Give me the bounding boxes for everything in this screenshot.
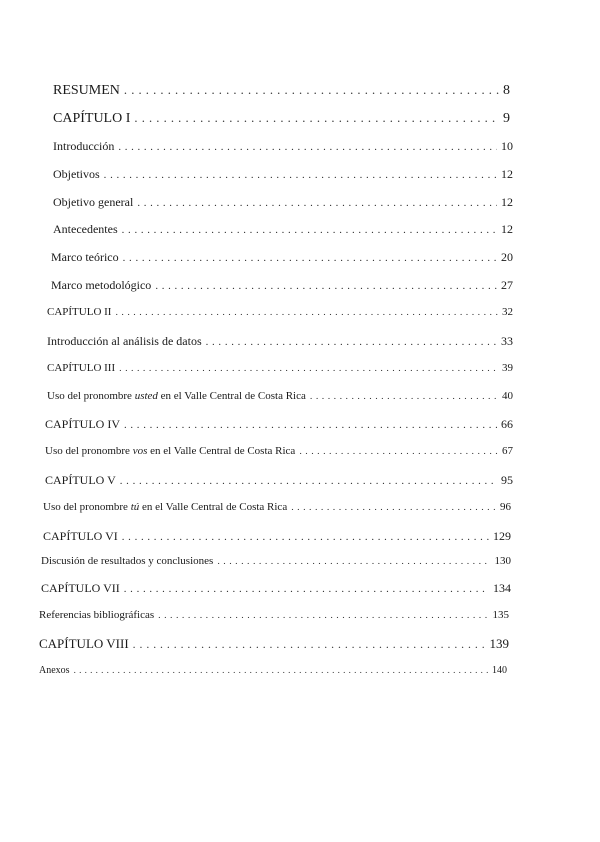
dot-leader — [122, 532, 489, 543]
pronoun-italic: tú — [130, 501, 140, 513]
toc-entry-page: 134 — [493, 581, 511, 595]
toc-entry-label: Uso del pronombre tú en el Valle Central de Costa Rica — [43, 501, 288, 513]
toc-entry-label: CAPÍTULO V — [45, 473, 116, 487]
dot-leader — [122, 225, 497, 236]
toc-entry-label: Referencias bibliográficas — [39, 609, 155, 621]
dot-leader — [74, 666, 488, 675]
toc-entry-label: Marco teórico — [51, 250, 119, 264]
dot-leader — [124, 420, 497, 431]
dot-leader — [137, 198, 497, 209]
toc-entry-label: Discusión de resultados y conclusiones — [41, 555, 214, 567]
toc-entry-page: 95 — [501, 473, 513, 487]
dot-leader — [120, 476, 497, 487]
toc-entry-label: Uso del pronombre vos en el Valle Central de Costa Rica — [45, 445, 296, 457]
toc-entry-label: CAPÍTULO III — [47, 362, 116, 374]
toc-entry-label: Uso del pronombre usted en el Valle Central de Costa Rica — [47, 390, 306, 402]
toc-entry-page: 66 — [501, 417, 513, 431]
dot-leader — [123, 253, 497, 264]
toc-entry-usted — [47, 391, 513, 402]
dot-leader — [124, 84, 499, 97]
dot-leader — [217, 557, 490, 567]
toc-entry-objetivo-general — [53, 196, 513, 209]
toc-entry-label: CAPÍTULO I — [53, 111, 131, 126]
toc-entry-capitulo-2 — [47, 307, 513, 318]
toc-entry-label: CAPÍTULO VIII — [39, 636, 129, 651]
toc-entry-page: 20 — [501, 250, 513, 264]
toc-entry-page: 32 — [502, 306, 513, 318]
toc-entry-capitulo-8 — [39, 637, 509, 651]
toc-entry-page: 12 — [501, 195, 513, 209]
toc-entry-page: 96 — [500, 501, 511, 513]
toc-entry-capitulo-7 — [41, 582, 511, 595]
dot-leader — [133, 639, 486, 651]
dot-leader — [119, 364, 498, 374]
pronoun-italic: usted — [134, 390, 158, 402]
toc-entry-page: 40 — [502, 390, 513, 402]
toc-entry-referencias — [39, 610, 509, 621]
toc-entry-introduccion-analisis — [47, 335, 513, 348]
toc-entry-label: Objetivos — [53, 167, 100, 181]
toc-entry-capitulo-6 — [43, 530, 511, 543]
toc-entry-label: CAPÍTULO IV — [45, 417, 120, 431]
dot-leader — [118, 142, 497, 153]
toc-entry-label: Anexos — [39, 665, 70, 676]
toc-entry-page: 130 — [494, 555, 511, 567]
dot-leader — [134, 112, 499, 125]
toc-entry-label: CAPÍTULO VI — [43, 529, 118, 543]
dot-leader — [206, 337, 497, 348]
toc-entry-label: Introducción — [53, 139, 115, 153]
toc-entry-label: Introducción al análisis de datos — [47, 334, 202, 348]
toc-entry-label: RESUMEN — [53, 83, 120, 98]
toc-entry-page: 27 — [501, 278, 513, 292]
dot-leader — [104, 170, 497, 181]
toc-entry-page: 129 — [493, 529, 511, 543]
toc-entry-page: 139 — [489, 636, 509, 651]
toc-entry-objetivos — [53, 168, 513, 181]
toc-entry-page: 9 — [503, 111, 510, 126]
toc-entry-capitulo-3 — [47, 363, 513, 374]
toc-entry-capitulo-4 — [45, 418, 513, 431]
toc-entry-page: 135 — [492, 609, 509, 621]
toc-entry-page: 33 — [501, 334, 513, 348]
toc-entry-resumen — [53, 84, 510, 98]
dot-leader — [155, 281, 497, 292]
pronoun-italic: vos — [132, 445, 148, 457]
dot-leader — [291, 503, 496, 513]
toc-entry-label: Objetivo general — [53, 195, 134, 209]
toc-entry-page: 10 — [501, 139, 513, 153]
toc-entry-label: Marco metodológico — [51, 278, 152, 292]
toc-entry-discusion — [41, 556, 511, 567]
toc-entry-page: 140 — [492, 665, 507, 676]
toc-entry-marco-metodologico — [51, 279, 513, 292]
toc-entry-introduccion — [53, 140, 513, 153]
toc-entry-capitulo-1 — [53, 112, 510, 126]
toc-entry-marco-teorico — [51, 251, 513, 264]
dot-leader — [158, 611, 488, 621]
toc-entry-antecedentes — [53, 223, 513, 236]
toc-entry-label: Antecedentes — [53, 222, 118, 236]
toc-entry-page: 67 — [502, 445, 513, 457]
dot-leader — [124, 584, 489, 595]
toc-entry-page: 12 — [501, 167, 513, 181]
toc-entry-anexos — [39, 666, 507, 676]
toc-entry-label: CAPÍTULO VII — [41, 581, 120, 595]
toc-entry-label: CAPÍTULO II — [47, 306, 112, 318]
dot-leader — [115, 308, 498, 318]
toc-entry-page: 12 — [501, 222, 513, 236]
toc-entry-tu — [43, 502, 511, 513]
toc-entry-capitulo-5 — [45, 474, 513, 487]
dot-leader — [299, 447, 498, 457]
toc-entry-page: 39 — [502, 362, 513, 374]
toc-entry-page: 8 — [503, 83, 510, 98]
toc-entry-vos — [45, 446, 513, 457]
dot-leader — [310, 392, 498, 402]
